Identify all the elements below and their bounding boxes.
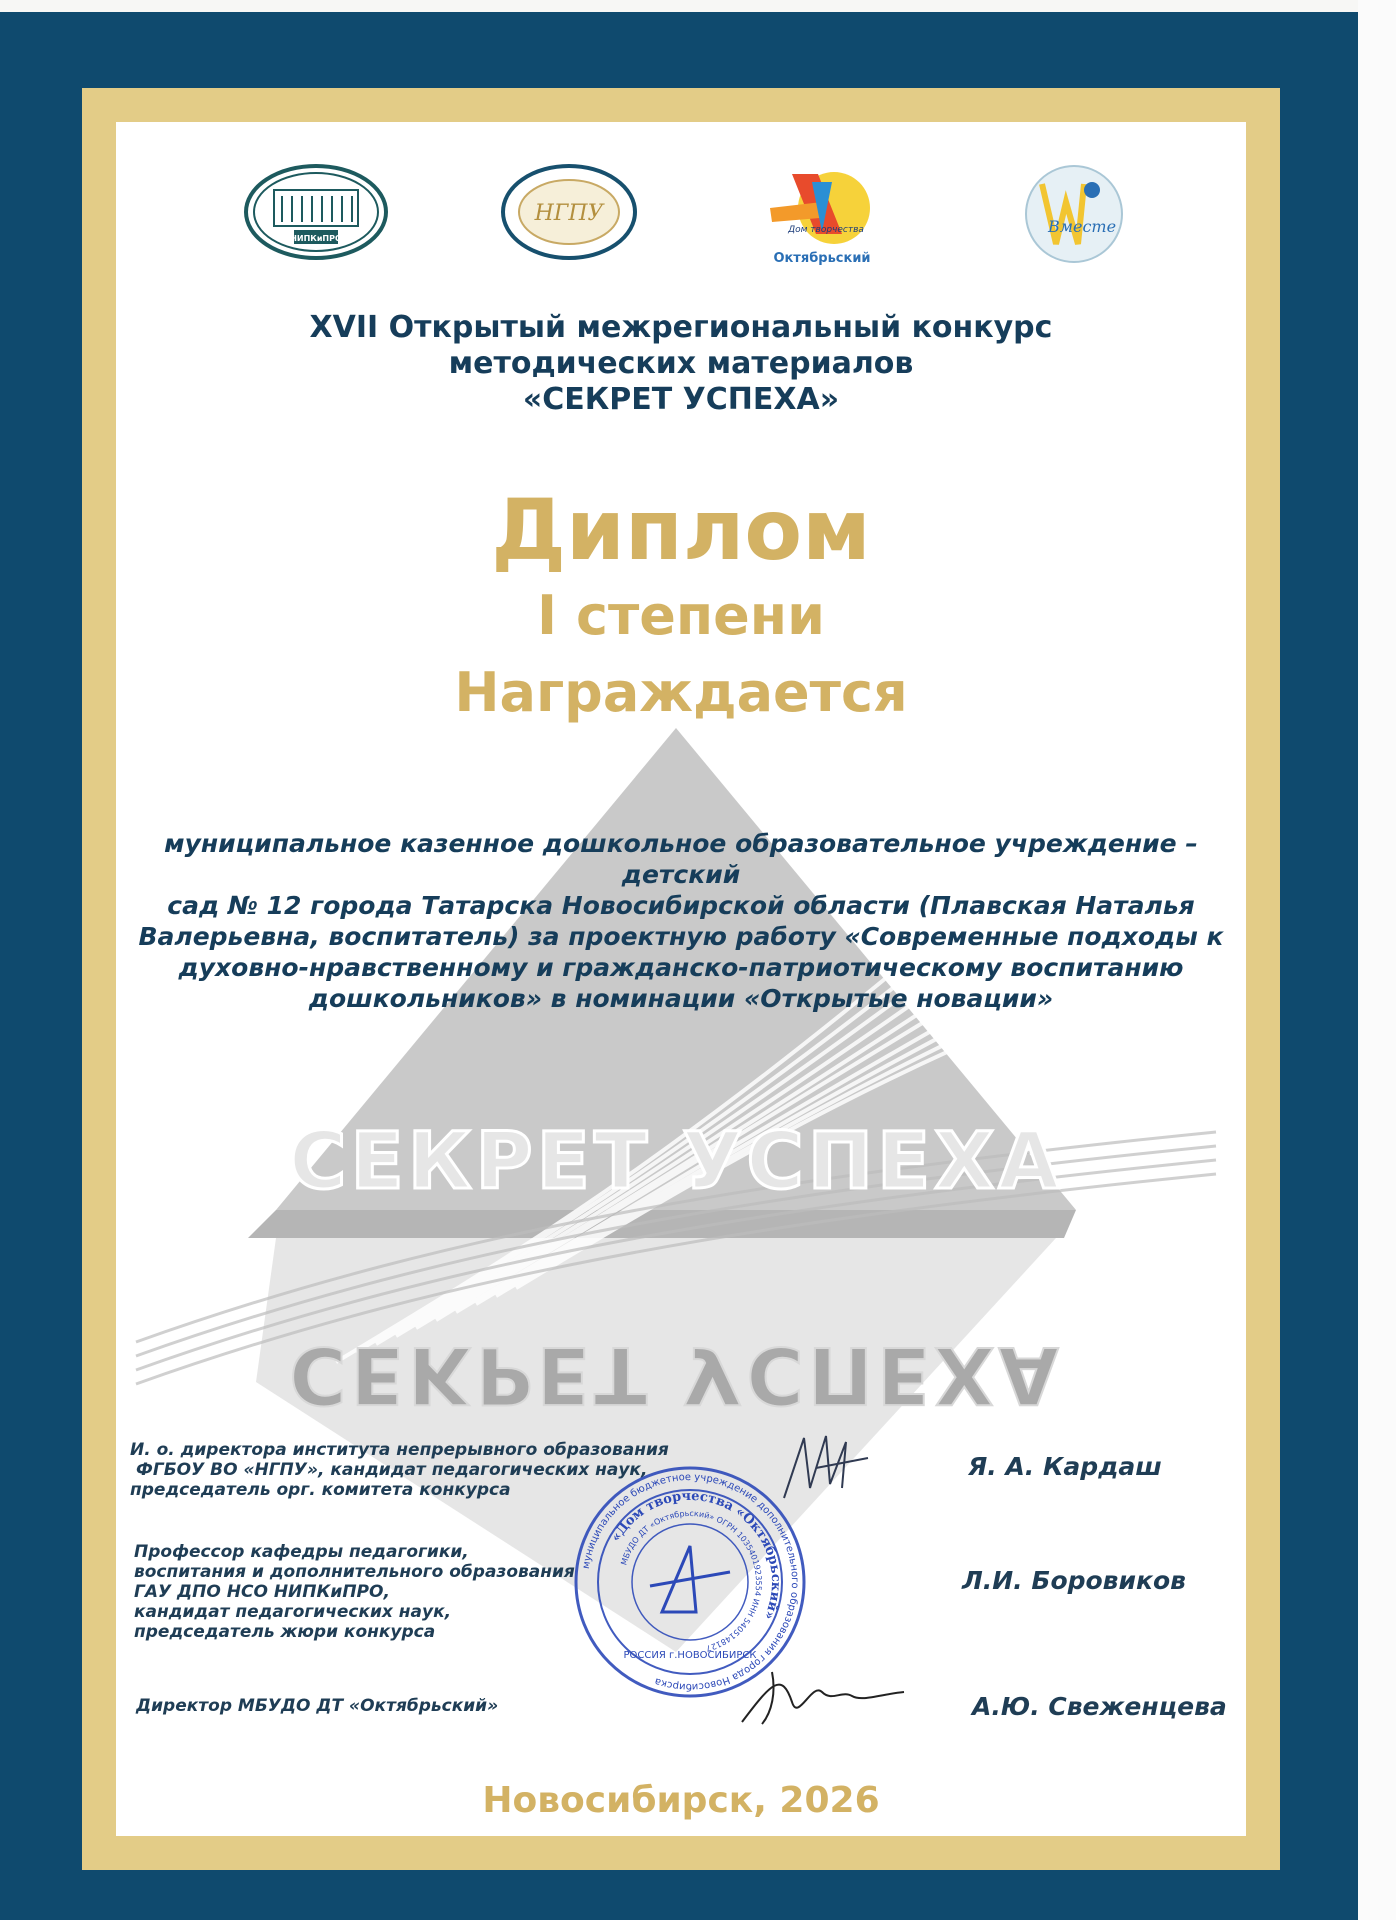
stamp-outer-text: муниципальное бюджетное учреждение дополнительного образования города Новосибирска <box>580 1471 801 1693</box>
official-stamp <box>570 1462 810 1702</box>
signatory-1-name: Я. А. Кардаш <box>968 1452 1162 1481</box>
signatory-3-position <box>136 1696 536 1716</box>
nipkipro-logo-label: НИПКиПРО <box>290 234 342 243</box>
stamp-middle-text: «Дом творчества «Октябрьский» <box>608 1488 784 1622</box>
contest-title-line2: методических материалов <box>448 346 914 381</box>
award-line: дошкольников» в номинации «Открытые новации» <box>308 984 1054 1013</box>
signatory-3-name: А.Ю. Свеженцева <box>972 1692 1227 1721</box>
dom-tvorchestva-logo-subtext: Октябрьский <box>773 251 871 266</box>
position-line: Директор МБУДО ДТ «Октябрьский» <box>136 1696 499 1716</box>
position-line: ФГБОУ ВО «НГПУ», кандидат педагогических наук, <box>136 1460 648 1480</box>
university-logo <box>500 162 638 262</box>
dom-tvorchestva-logo <box>762 162 882 272</box>
position-line: кандидат педагогических наук, <box>134 1602 452 1622</box>
diploma-sheet <box>116 122 1246 1836</box>
place-and-year: Новосибирск, 2026 <box>482 1780 880 1821</box>
vmeste-logo-label: Вместе <box>1047 217 1117 236</box>
logos-row <box>116 162 1246 282</box>
contest-title-line1: XVII Открытый межрегиональный конкурс <box>309 310 1053 345</box>
university-logo-label: НГПУ <box>534 201 604 226</box>
position-line: Профессор кафедры педагогики, <box>134 1542 469 1562</box>
contest-title-line3: «СЕКРЕТ УСПЕХА» <box>522 382 840 417</box>
stamp-bottom-text: РОССИЯ г.НОВОСИБИРСК <box>623 1650 757 1661</box>
diploma-title: Диплом <box>491 481 871 579</box>
position-line: председатель орг. комитета конкурса <box>130 1480 511 1500</box>
dom-tvorchestva-logo-label: Дом творчества <box>788 225 864 235</box>
position-line: председатель жюри конкурса <box>134 1622 436 1642</box>
watermark-text: СЕКРЕТ УСПЕХА <box>289 1117 1063 1207</box>
vmeste-logo <box>1022 162 1126 266</box>
signatory-2-name: Л.И. Боровиков <box>962 1566 1186 1595</box>
stamp-inner-text: МБУДО ДТ «Октябрьский» ОГРН 1035401923554 ИНН 5405148127 <box>619 1508 764 1653</box>
nipkipro-logo <box>242 162 390 262</box>
award-line: сад № 12 города Татарска Новосибирской области (Плавская Наталья <box>167 891 1195 920</box>
signatory-2-position <box>134 1542 594 1642</box>
diploma-degree: I степени <box>537 584 825 647</box>
award-line: Валерьевна, воспитатель) за проектную работу «Современные подходы к <box>138 922 1224 951</box>
award-description <box>116 828 1246 1014</box>
watermark-text-mirrored: СЕКРЕТ УСПЕХА <box>289 1329 1063 1419</box>
position-line: ГАУ ДПО НСО НИПКиПРО, <box>134 1582 390 1602</box>
award-line: духовно-нравственному и гражданско-патриотическому воспитанию <box>178 953 1184 982</box>
scan-edge <box>1358 0 1396 1920</box>
award-line: муниципальное казенное дошкольное образовательное учреждение – детский <box>164 829 1198 889</box>
position-line: воспитания и дополнительного образования <box>134 1562 575 1582</box>
position-line: И. о. директора института непрерывного образования <box>130 1440 669 1460</box>
awarded-heading: Награждается <box>454 661 908 724</box>
